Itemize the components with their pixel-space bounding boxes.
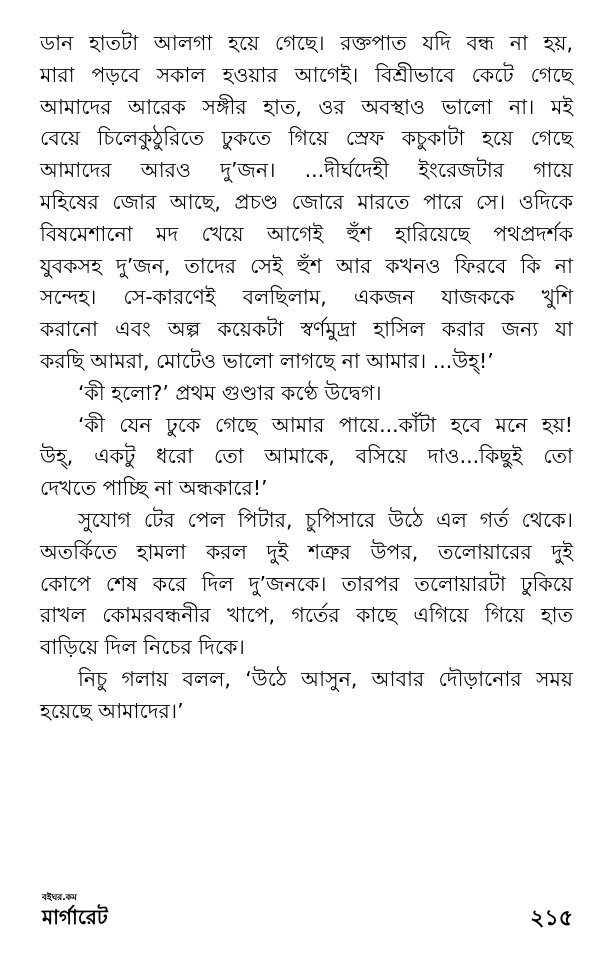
text-line: মারা পড়বে সকাল হওয়ার আগেই। বিশ্রীভাবে কেটে গেছে (40, 62, 573, 87)
text-line: সুযোগ টের পেল পিটার, চুপিসারে উঠে এল গর্ত থেকে। (78, 507, 573, 532)
text-line: ‘কী যেন ঢুকে গেছে আমার পায়ে...কাঁটা হবে মনে হয়! (78, 412, 573, 437)
text-line: যুবকসহ দু’জন, তাদের সেই হুঁশ আর কখনও ফিরবে কি না (40, 253, 573, 278)
page-body (40, 28, 573, 728)
brand-site-label: বইঘর.কম (42, 893, 77, 903)
text-line: হয়েছে আমাদের।’ (40, 698, 184, 723)
text-line: দেখতে পাচ্ছি না অন্ধকারে!’ (40, 476, 268, 501)
text-line: রাখল কোমরবন্ধনীর খাপে, গর্তের কাছে এগিয়ে গিয়ে হাত (40, 603, 573, 628)
book-title-footer: মার্গারেট (42, 905, 108, 929)
text-line: সন্দেহ। সে-কারণেই বলছিলাম, একজন যাজককে খুশি (40, 285, 573, 310)
text-line: বেয়ে চিলেকুঠুরিতে ঢুকতে গিয়ে স্রেফ কচুকাটা হয়ে গেছে (40, 126, 573, 151)
page-number: ২১৫ (530, 906, 573, 931)
text-line: ডান হাতটা আলগা হয়ে গেছে। রক্তপাত যদি বন্ধ না হয়, (40, 31, 573, 55)
text-line: অতর্কিতে হামলা করল দুই শত্রুর উপর, তলোয়ারের দুই (40, 539, 573, 564)
text-line: ‘কী হলো?’ প্রথম গুণ্ডার কণ্ঠে উদ্বেগ। (78, 380, 382, 405)
text-line: বিষমেশানো মদ খেয়ে আগেই হুঁশ হারিয়েছে পথপ্রদর্শক (40, 221, 573, 246)
text-line: বাড়িয়ে দিল নিচের দিকে। (40, 635, 245, 660)
text-line: মহিষের জোর আছে, প্রচণ্ড জোরে মারতে পারে সে। ওদিকে (40, 189, 573, 214)
text-line: নিচু গলায় বলল, ‘উঠে আসুন, আবার দৌড়ানোর সময় (78, 666, 573, 691)
footer-brand (42, 893, 162, 930)
text-line: করানো এবং অল্প কয়েকটা স্বর্ণমুদ্রা হাসিল করার জন্য যা (40, 317, 573, 342)
text-line: উহ্, একটু ধরো তো আমাকে, বসিয়ে দাও...কিছুই তো (40, 444, 573, 469)
text-line: করছি আমরা, মোটেও ভালো লাগছে না আমার। ...উহ্!’ (40, 348, 494, 373)
text-line: আমাদের আরও দু’জন। ...দীর্ঘদেহী ইংরেজটার গায়ে (40, 158, 573, 183)
text-line: কোপে শেষ করে দিল দু’জনকে। তারপর তলোয়ারটা ঢুকিয়ে (40, 571, 573, 596)
text-line: আমাদের আরেক সঙ্গীর হাত, ওর অবস্থাও ভালো না। মই (40, 94, 573, 119)
